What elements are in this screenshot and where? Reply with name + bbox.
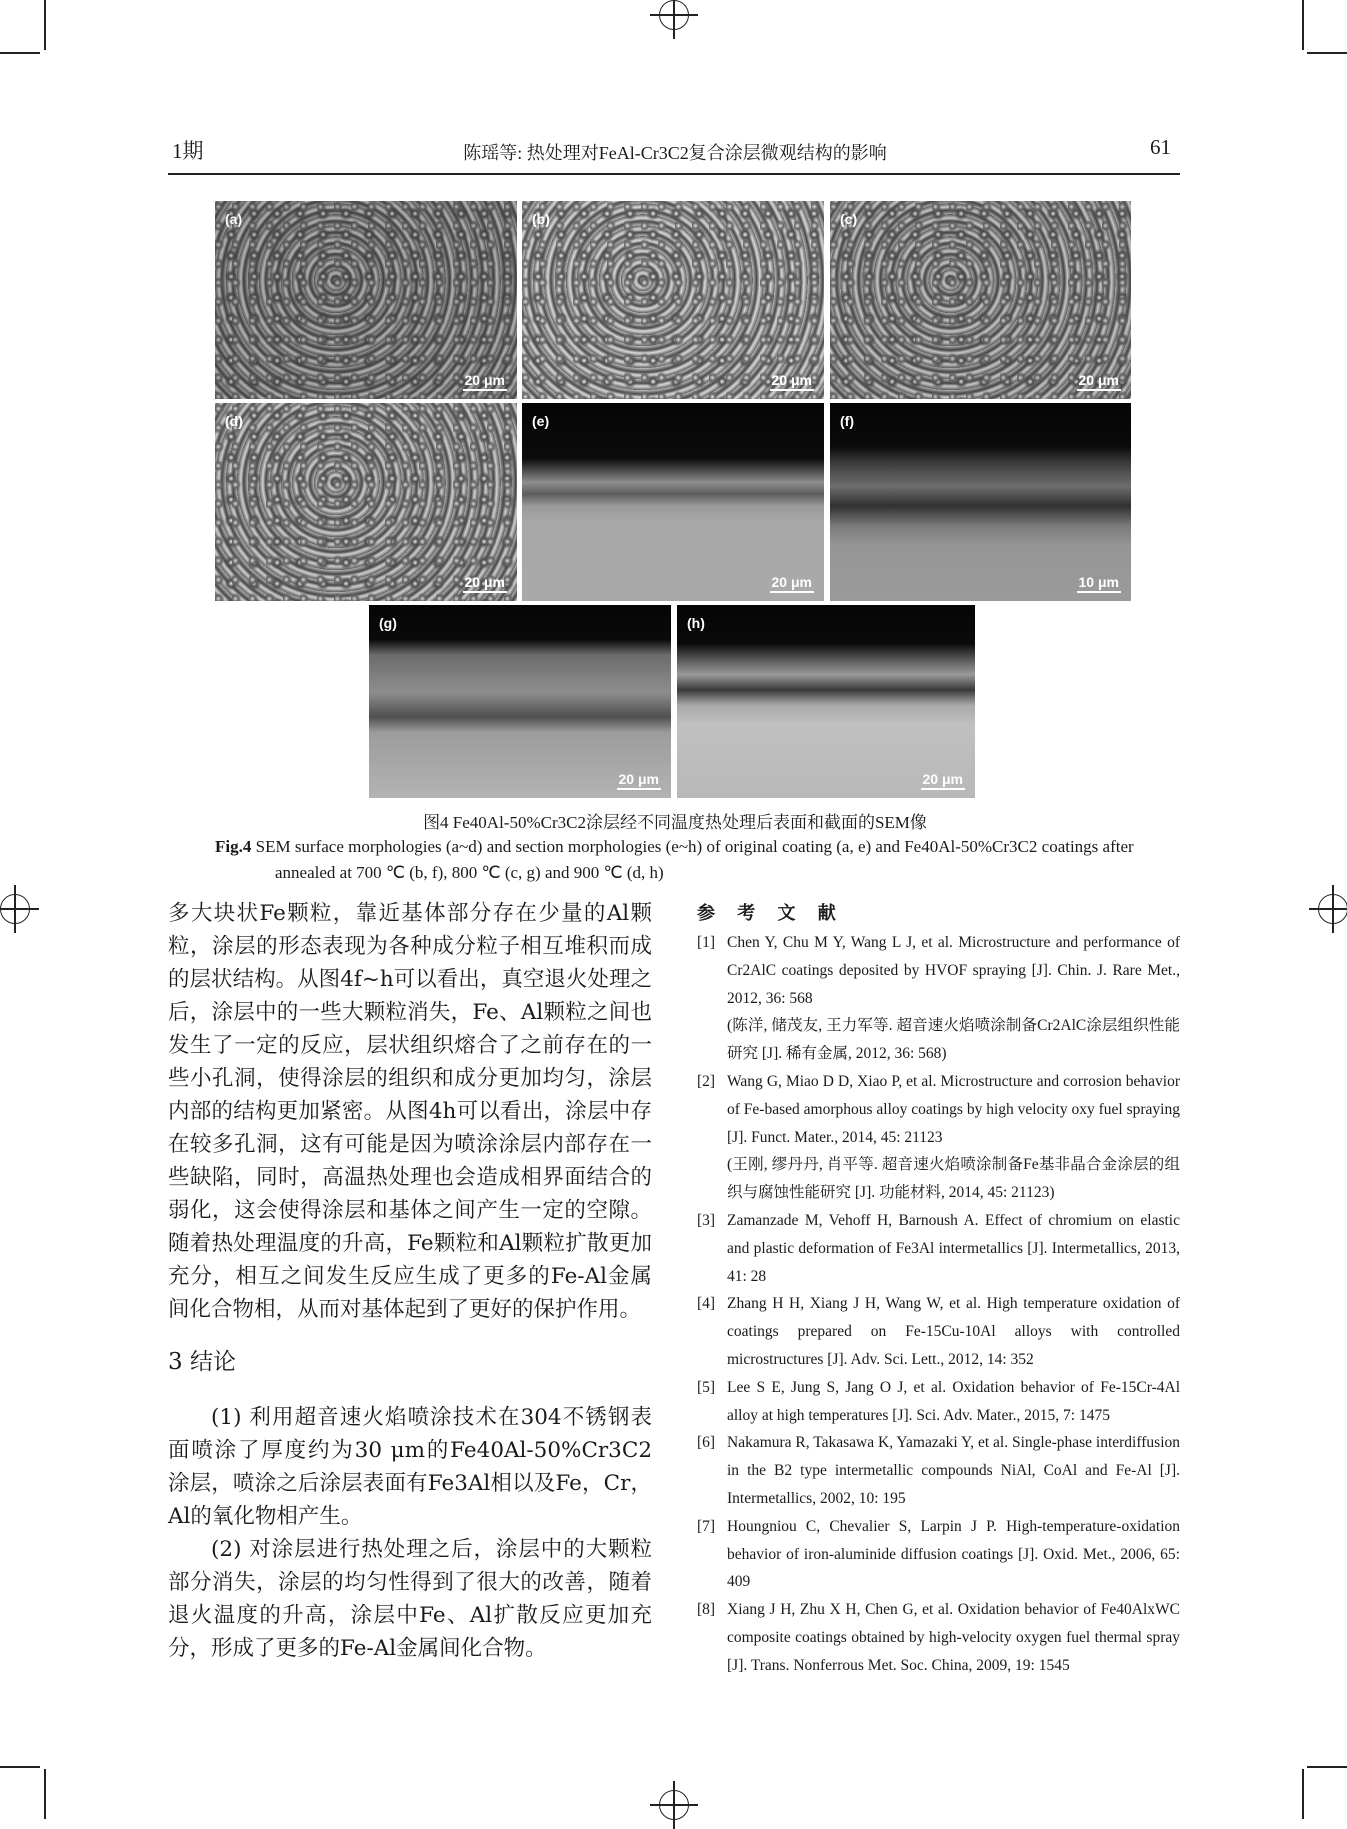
header-rule bbox=[168, 173, 1180, 175]
panel-label: (g) bbox=[379, 615, 397, 631]
scale-bar: 10 μm bbox=[1077, 574, 1121, 593]
figure-caption-en-text: SEM surface morphologies (a~d) and section morphologies (e~h) of original coating (a, e) and Fe40Al-50%Cr3C2 coatings after annealed at 700 ℃ (b, f), 800 ℃ (c, g) and 900 ℃ (d, h) bbox=[255, 837, 1134, 882]
reference-list bbox=[697, 929, 1180, 1680]
reference-item bbox=[697, 1068, 1180, 1207]
crop-mark bbox=[0, 1766, 40, 1768]
crop-mark bbox=[1302, 0, 1304, 50]
reference-number: [3] bbox=[697, 1211, 716, 1229]
reference-text: Houngniou C, Chevalier S, Larpin J P. High-temperature-oxidation behavior of iron-aluminide diffusion coatings [J]. Oxid. Met., 2006, 65: 409 bbox=[727, 1517, 1180, 1591]
reference-text-cn: (陈洋, 储茂友, 王力军等. 超音速火焰喷涂制备Cr2AlC涂层组织性能研究 [J]. 稀有金属, 2012, 36: 568) bbox=[727, 1017, 1180, 1063]
panel-label: (c) bbox=[840, 211, 858, 227]
scale-bar: 20 μm bbox=[770, 574, 814, 593]
reference-number: [5] bbox=[697, 1378, 716, 1396]
panel-label: (d) bbox=[225, 413, 243, 429]
scale-bar: 20 μm bbox=[921, 771, 965, 790]
crop-mark bbox=[1307, 52, 1347, 54]
sem-panel-c bbox=[830, 201, 1131, 399]
figure-caption-label: Fig.4 bbox=[215, 837, 252, 856]
panel-label: (a) bbox=[225, 211, 243, 227]
crop-mark bbox=[44, 0, 46, 50]
crop-mark bbox=[1302, 1769, 1304, 1819]
conclusion-2: (2) 对涂层进行热处理之后，涂层中的大颗粒部分消失，涂层的均匀性得到了很大的改善，随着退火温度的升高，涂层中Fe、Al扩散反应更加充分，形成了更多的Fe-Al金属间化合物。 bbox=[168, 1537, 652, 1661]
reference-item bbox=[697, 1596, 1180, 1679]
references-heading: 参 考 文 献 bbox=[697, 903, 844, 924]
left-column bbox=[168, 897, 652, 1665]
reference-item bbox=[697, 929, 1180, 1068]
crop-mark bbox=[44, 1769, 46, 1819]
reference-text: Chen Y, Chu M Y, Wang L J, et al. Microstructure and performance of Cr2AlC coatings deposited by HVOF spraying [J]. Chin. J. Rare Met., 2012, 36: 568 bbox=[727, 934, 1180, 1007]
page-number: 61 bbox=[1150, 135, 1171, 159]
body-paragraph: 多大块状Fe颗粒，靠近基体部分存在少量的Al颗粒，涂层的形态表现为各种成分粒子相互堆积而成的层状结构。从图4f~h可以看出，真空退火处理之后，涂层中的一些大颗粒消失，Fe、Al颗粒之间也发生了一定的反应，层状组织熔合了之前存在的一些小孔洞，使得涂层的组织和成分更加均匀，涂层内部的结构更加紧密。从图4h可以看出，涂层中存在较多孔洞，这有可能是因为喷涂涂层内部存在一些缺陷，同时，高温热处理也会造成相界面结合的弱化，这会使得涂层和基体之间产生一定的空隙。随着热处理温度的升高，Fe颗粒和Al颗粒扩散更加充分，相互之间发生反应生成了更多的Fe-Al金属间化合物相，从而对基体起到了更好的保护作用。 bbox=[168, 901, 652, 1322]
section-heading: 3 结论 bbox=[168, 1349, 236, 1375]
reference-item bbox=[697, 1207, 1180, 1290]
scale-bar: 20 μm bbox=[463, 574, 507, 593]
reference-text: Nakamura R, Takasawa K, Yamazaki Y, et al. Single-phase interdiffusion in the B2 type intermetallic compounds NiAl, CoAl and Fe-Al [J]. Intermetallics, 2002, 10: 195 bbox=[727, 1434, 1180, 1507]
reference-number: [2] bbox=[697, 1072, 716, 1090]
panel-label: (h) bbox=[687, 615, 705, 631]
reference-text-cn: (王刚, 缪丹丹, 肖平等. 超音速火焰喷涂制备Fe基非晶合金涂层的组织与腐蚀性能研究 [J]. 功能材料, 2014, 45: 21123) bbox=[727, 1156, 1180, 1202]
conclusion-1: (1) 利用超音速火焰喷涂技术在304不锈钢表面喷涂了厚度约为30 μm的Fe40Al-50%Cr3C2涂层，喷涂之后涂层表面有Fe3Al相以及Fe，Cr，Al的氧化物相产生。 bbox=[168, 1405, 652, 1529]
reference-number: [8] bbox=[697, 1601, 716, 1619]
reference-item bbox=[697, 1374, 1180, 1430]
reference-number: [6] bbox=[697, 1434, 716, 1452]
reference-item bbox=[697, 1290, 1180, 1373]
panel-label: (b) bbox=[532, 211, 550, 227]
scale-bar: 20 μm bbox=[463, 372, 507, 391]
sem-panel-e bbox=[522, 403, 824, 601]
panel-label: (e) bbox=[532, 413, 550, 429]
reference-text: Wang G, Miao D D, Xiao P, et al. Microstructure and corrosion behavior of Fe-based amorphous alloy coatings by high velocity oxy fuel spraying [J]. Funct. Mater., 2014, 45: 21123 bbox=[727, 1072, 1180, 1146]
figure-caption-cn: 图4 Fe40Al-50%Cr3C2涂层经不同温度热处理后表面和截面的SEM像 bbox=[423, 813, 927, 832]
reference-text: Zamanzade M, Vehoff H, Barnoush A. Effect of chromium on elastic and plastic deformation of Fe3Al intermetallics [J]. Intermetallics, 2013, 41: 28 bbox=[727, 1211, 1180, 1285]
crop-mark bbox=[0, 52, 40, 54]
reference-text: Lee S E, Jung S, Jang O J, et al. Oxidation behavior of Fe-15Cr-4Al alloy at high temperatures [J]. Sci. Adv. Mater., 2015, 7: 1475 bbox=[727, 1378, 1180, 1424]
registration-mark bbox=[659, 1790, 689, 1820]
sem-panel-a bbox=[215, 201, 517, 399]
sem-panel-b bbox=[522, 201, 824, 399]
scale-bar: 20 μm bbox=[617, 771, 661, 790]
registration-mark bbox=[1318, 894, 1347, 924]
reference-number: [4] bbox=[697, 1295, 716, 1313]
scale-bar: 20 μm bbox=[1077, 372, 1121, 391]
registration-mark bbox=[0, 894, 30, 924]
crop-mark bbox=[1307, 1766, 1347, 1768]
reference-item bbox=[697, 1513, 1180, 1596]
running-title: 陈瑶等: 热处理对FeAl-Cr3C2复合涂层微观结构的影响 bbox=[463, 143, 887, 163]
sem-panel-d bbox=[215, 403, 517, 601]
registration-mark bbox=[659, 0, 689, 30]
sem-panel-g bbox=[369, 605, 671, 798]
reference-number: [1] bbox=[697, 934, 716, 951]
scale-bar: 20 μm bbox=[770, 372, 814, 391]
references bbox=[697, 899, 1180, 1680]
reference-number: [7] bbox=[697, 1517, 716, 1535]
sem-panel-h bbox=[677, 605, 975, 798]
sem-panel-f bbox=[830, 403, 1131, 601]
panel-label: (f) bbox=[840, 413, 854, 429]
reference-text: Zhang H H, Xiang J H, Wang W, et al. High temperature oxidation of coatings prepared on Fe-15Cu-10Al alloys with controlled microstructures [J]. Adv. Sci. Lett., 2012, 14: 352 bbox=[727, 1295, 1180, 1368]
figure-caption-en bbox=[215, 834, 1195, 886]
reference-text: Xiang J H, Zhu X H, Chen G, et al. Oxidation behavior of Fe40AlxWC composite coatings obtained by high-velocity oxygen fuel thermal spray [J]. Trans. Nonferrous Met. Soc. China, 2009, 19: 1545 bbox=[727, 1601, 1180, 1674]
reference-item bbox=[697, 1429, 1180, 1512]
issue-label: 1期 bbox=[172, 139, 204, 163]
